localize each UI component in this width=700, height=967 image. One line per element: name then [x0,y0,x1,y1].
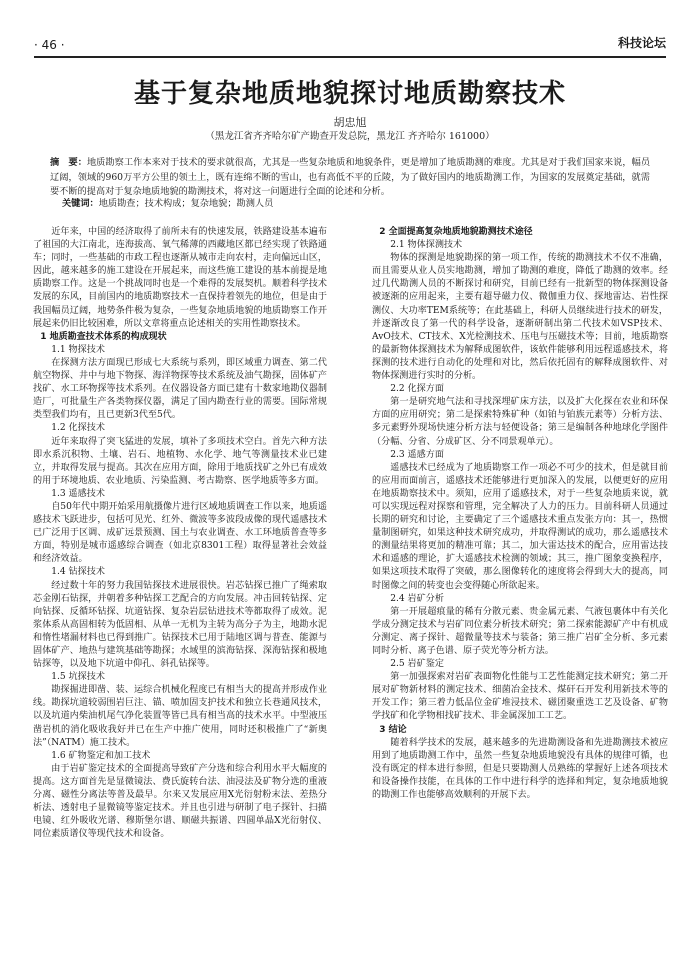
paragraph: 自50年代中期开始采用航摄像片进行区域地质调查工作以来，地质遥感技术飞跃进步，包括可见光、红外、微波等多波段成像的现代遥感技术已广泛用于区调、成矿远景预测、国土与农业调查、水工环地质普查等多方面，特别是城市遥感综合调查（如北京8301工程）取得显著社会效益和经济效益。 [33,501,327,565]
abstract-text: 地质勘察工作本来对于技术的要求就很高，尤其是一些复杂地质和地貌条件，更是增加了地质勘测的难度。尤其是对于我们国家来说，幅员辽阔，领域的960万平方公里的领土上，既有连绵不断的雪山，也有高低不平的丘陵，为了做好国内的地质勘测工作，为国家的发展奠定基础，就需要不断的提高对于复杂地质地貌的勘测技术，将对这一问题进行全面的论述和分析。 [50,157,651,198]
page-number: · 46 · [34,38,65,52]
abstract-label: 摘 要： [50,157,87,168]
section-heading: 3 结论 [379,724,407,735]
subsection-heading: 2.3 遥感方面 [390,449,444,460]
abstract [50,156,650,200]
paragraph: 第一是研究地气法和寻找深埋矿床方法，以及扩大化探在农业和环保方面的应用研究；第二是探索特殊矿种（如铂与铂族元素等）分析方法、多元素野外现场快速分析方法与轻便设备；第三是编制各种地球化学图件（分幅、分省、分成矿区、分不同景观单元）。 [372,397,668,447]
subsection-heading: 1.6 矿物鉴定和加工技术 [51,750,151,761]
paragraph: 物体的探测是地貌勘探的第一项工作，传统的勘测技术不仅不准确，而且需要从业人员实地勘测，增加了勘测的难度，降低了勘测的效率。经过几代勘测人员的不断探讨和研究，目前已经有一批新型的物体探测设备被逐渐的应用起来，主要有超导磁力仪、微伽重力仪、探地雷达、岩性探测仪、大功率TEM系统等；在此基础上，科研人员继续进行技术的研发，并逐渐改良了第一代的科学设备，逐渐研制出第二代技术如VSP技术、AvO技术、CT技术、X光检测技术、压电与压磁技术等；目前，地质勘察的最新物体探测技术为解释成图软件，该软件能够利用远程遥感技术，将探测的技术进行自动化的处理和对比，然后依托固有的解释成图软件、对物体探测进行实时的分析。 [372,253,668,382]
keywords-text: 地质勘查；技术构成；复杂地貌；勘测人员 [98,198,274,209]
subsection-heading: 2.1 物体探测技术 [390,240,463,251]
paragraph: 在探测方法方面现已形成七大系统与系列，即区域重力调查、第二代航空物探、井中与地下物探、海洋物探等技术系统及油气勘探，固体矿产找矿、水工环物探等技术系列。在仪器设备方面已建有十数家地勘仪器制造厂，可批量生产各类物探仪器，满足了国内勘查行业的需要。国际常规类型我们均有，且已更新3代至5代。 [33,357,327,421]
subsection-heading: 1.4 钻探技术 [51,567,105,578]
subsection-heading: 1.2 化探技术 [51,423,105,434]
page-header [34,34,666,54]
subsection-heading: 1.1 物探技术 [51,344,105,355]
paragraph: 第一开展超痕量的稀有分散元素、贵金属元素、气液包裹体中有关化学成分测定技术与岩矿同位素分析技术研究；第二探索能源矿产中有机成分测定、离子探针、超微量等技术与装备；第三推广岩矿全分析、多元素同时分析、离子色谱、原子荧光等分析方法。 [372,606,668,656]
paragraph: 勘探掘进即凿、装、运综合机械化程度已有相当大的提高并形成作业线。勘探坑道较弱围岩巨注、锚、喷加固支护技术和独立长巷通风技术，以及坑道内柴油机尾气净化装置等皆已具有相当高的技术水平。中型液压凿岩机的消化吸收我好并已在生产中推广使用，同时还积极推广了“新奥法”（NATM）施工技术。 [33,685,327,748]
journal-name: 科技论坛 [617,36,666,50]
paragraph: 由于岩矿鉴定技术的全面提高导致矿产分选和综合利用水平大幅度的提高。这方面首先是显微镜法、费氏旋转台法、油浸法及矿物分选的重液分离、磁性分离法等普及最早。尔来又发展应用X光衍射粉末法、差热分析法、透射电子显微镜等鉴定技术。并且也引进与研制了电子探针、扫描电镜、红外吸收光谱、穆斯堡尔谱、顺磁共振谱、四圆单晶X光衍射仪、同位素质谱仪等现代技术和设备。 [33,763,327,840]
article-title: 基于复杂地质地貌探讨地质勘察技术 [133,79,566,109]
section-heading: 1 地质勘查技术体系的构成现状 [40,331,167,342]
header-rule [34,56,666,58]
affiliation: （黑龙江省齐齐哈尔矿产勘查开发总院，黑龙江 齐齐哈尔 161000） [205,131,495,142]
subsection-heading: 2.4 岩矿分析 [390,593,444,604]
author: 胡忠旭 [333,116,367,129]
subsection-heading: 1.5 坑探技术 [51,672,105,683]
subsection-heading: 2.5 岩矿鉴定 [390,659,444,670]
paragraph: 近年来，中国的经济取得了前所未有的快速发展，铁路建设基本遍布了祖国的大江南北，连海拔高、氧气稀薄的西藏地区都已经实现了铁路通车；同时，一些基础的市政工程也逐渐从城市走向农村，走向偏远山区，因此，越来越多的施工建设在开展起来，而这些施工建设的基本前提是地质勘察工作。这是一个挑战同时也是一个难得的发展契机。顺着科学技术发展的东风，目前国内的地质勘察技术一直保持着领先的地位，但是由于我国幅员辽阔，地势条件极为复杂，一些复杂地质地貌的地质勘察工作开展起来仍旧比较困难，所以文章将重点论述相关的实用性勘察技术。 [33,227,327,329]
paragraph: 随着科学技术的发展，越来越多的先进勘测设备和先进勘测技术被应用到了地质勘测工作中，虽然一些复杂地质地貌没有具体的规律可循，也没有既定的样本进行参照，但是只要勘测人员熟练的掌握好上述各项技术和设备操作技能，在具体的工作中进行科学的选择和判定，复杂地质地貌的勘测工作也能够高效顺利的开展下去。 [372,737,668,801]
paragraph: 经过数十年的努力我国钻探技术进展很快。岩芯钻探已推广了绳索取芯金刚石钻探，并朝着多种钻探工艺配合的方向发展。冲击回转钻探、定向钻探、反循环钻探、坑道钻探、复杂岩层钻进技术等都取得了成效。泥浆体系从高固相转为低固相、从单一无机为主转为高分子为主，地勘水泥和惰性堵漏材料也已得到推广。钻探技术已用于陆地区调与普查、能源与固体矿产、地热与建筑基础等勘探；水域里的滨海钻探、深海钻探和极地钻探等，以及地下坑道中仰孔、斜孔钻探等。 [33,580,327,670]
paragraph: 近年来取得了突飞猛进的发展，填补了多项技术空白。首先六种方法即水系沉积物、土壤、岩石、地植物、水化学、地气等测量技术业已建立，并取得发展与提高。其次在应用方面，除用于地质找矿之外已有成效的用于环境地质、农业地质、污染监测、考古勘察、医学地质等多方面。 [33,436,327,486]
subsection-heading: 2.2 化探方面 [390,384,444,395]
paragraph: 第一加强探索对岩矿表面物化性能与工艺性能测定技术研究；第二开展对矿物新材料的测定技术、细菌冶金技术、煤矸石开发利用新技术等的开发工作；第三着力低品位金矿堆浸技术、磁团聚重选工艺及设备、矿物学找矿和化学物相找矿技术、非金属深加工工艺。 [372,672,668,722]
body-left-column [33,226,327,841]
body-right-column [372,226,668,802]
keywords-label: 关键词： [62,198,99,209]
subsection-heading: 1.3 遥感技术 [51,488,105,499]
section-heading: 2 全面提高复杂地质地貌勘测技术途径 [379,227,533,237]
paragraph: 遥感技术已经成为了地质勘察工作一项必不可少的技术，但是就目前的应用而面前言，遥感技术还能够进行更加深入的发展，以便更好的应用在地质勘察技术中。须知，应用了遥感技术，对于一些复杂地质来说，就可以实现远程对探察和管理，完全解决了人力的压力。目前科研人员通过长期的研究和讨论，主要确定了三个遥感技术重点发张方向：其一，热惯量制图研究，如果这种技术研究成功，并取得测试的成功，那么遥感技术的测量结果将更加的精准可靠；其二，加大雷达技术的配合，应用雷达技术和遥感的理论，扩大遥感技术检测的领域；其三，推广图象变换程序，如果这项技术取得了突破，那么图像转化的速度将会得到大大的提高，同时图像之间的转变也会变得随心所欲起来。 [372,462,668,591]
keywords [62,195,650,209]
